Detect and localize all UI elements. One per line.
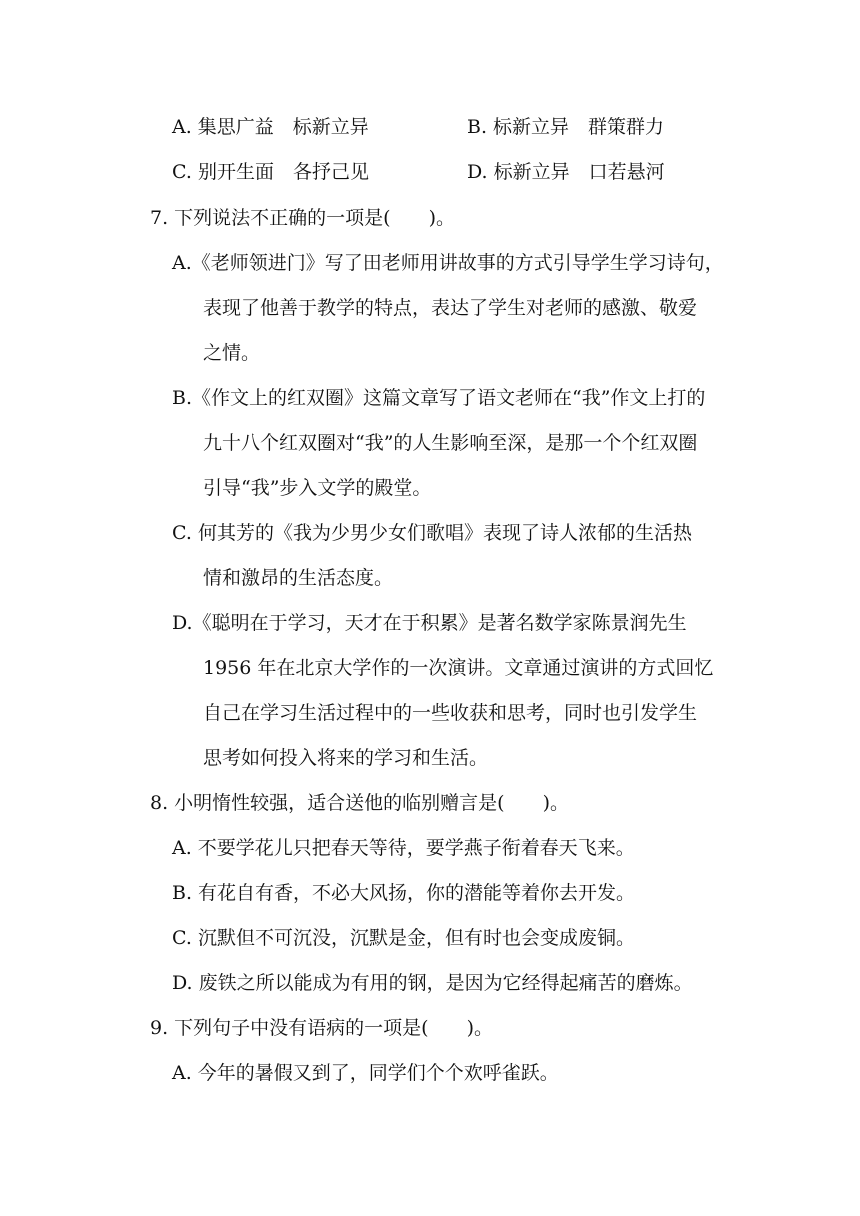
q7-option-b-line2: 九十八个红双圈对“我”的人生影响至深，是那一个个红双圈 (203, 432, 698, 454)
q8-option-b: B. 有花自有香，不必大风扬，你的潜能等着你去开发。 (172, 882, 636, 904)
q9-stem: 9. 下列句子中没有语病的一项是( )。 (150, 1017, 493, 1039)
q6-option-d: D. 标新立异 口若悬河 (467, 161, 665, 183)
q7-option-d-line1: D.《聪明在于学习，天才在于积累》是著名数学家陈景润先生 (172, 612, 687, 634)
q8-option-c: C. 沉默但不可沉没，沉默是金，但有时也会变成废铜。 (172, 927, 635, 949)
q8-stem: 8. 小明惰性较强，适合送他的临别赠言是( )。 (150, 792, 569, 814)
q7-option-a-line1: A.《老师领进门》写了田老师用讲故事的方式引导学生学习诗句， (172, 252, 724, 274)
q7-stem: 7. 下列说法不正确的一项是( )。 (150, 207, 455, 229)
q7-option-d-line4: 思考如何投入将来的学习和生活。 (203, 747, 489, 769)
q7-option-b-line3: 引导“我”步入文学的殿堂。 (203, 477, 432, 499)
q7-option-a-line3: 之情。 (203, 342, 261, 364)
q8-option-d: D. 废铁之所以能成为有用的钢，是因为它经得起痛苦的磨炼。 (172, 972, 693, 994)
q6-option-b: B. 标新立异 群策群力 (467, 116, 665, 138)
q7-option-c-line1: C. 何其芳的《我为少男少女们歌唱》表现了诗人浓郁的生活热 (172, 522, 692, 544)
q9-option-a: A. 今年的暑假又到了，同学们个个欢呼雀跃。 (172, 1062, 559, 1084)
q7-option-d-line2: 1956 年在北京大学作的一次演讲。文章通过演讲的方式回忆 (203, 657, 714, 679)
q7-option-c-line2: 情和激昂的生活态度。 (203, 567, 394, 589)
q6-option-a: A. 集思广益 标新立异 (172, 116, 369, 138)
q7-option-b-line1: B.《作文上的红双圈》这篇文章写了语文老师在“我”作文上打的 (172, 387, 706, 409)
q8-option-a: A. 不要学花儿只把春天等待，要学燕子衔着春天飞来。 (172, 837, 635, 859)
q6-option-c: C. 别开生面 各抒己见 (172, 161, 369, 183)
q7-option-d-line3: 自己在学习生活过程中的一些收获和思考，同时也引发学生 (203, 702, 698, 724)
q7-option-a-line2: 表现了他善于教学的特点，表达了学生对老师的感激、敬爱 (203, 297, 698, 319)
